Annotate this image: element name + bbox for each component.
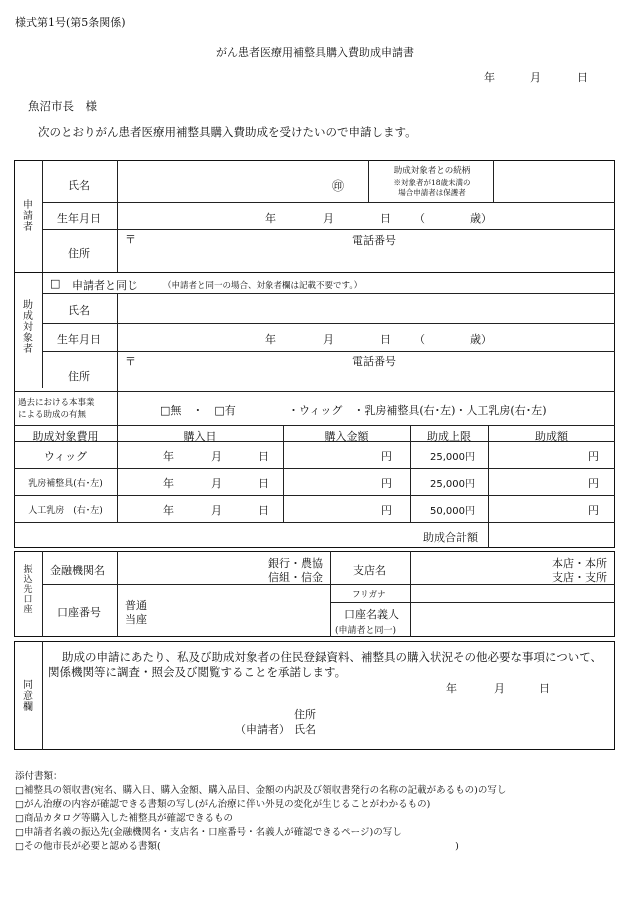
same-as-applicant-checkbox[interactable]: □ — [50, 277, 61, 290]
cost-header-date: 購入日 — [183, 430, 217, 443]
cost-row-limit: 50,000円 — [430, 506, 475, 517]
account-number-label: 口座番号 — [57, 606, 101, 619]
bank-types-2: 信組・信金 — [268, 571, 323, 584]
consent-text-2: 関係機関等に調査・照会及び閲覧することを承諾します。 — [48, 665, 347, 679]
bank-section-label: 振込先口座 — [23, 565, 33, 615]
subject-age-open: （ — [414, 333, 425, 346]
cost-row-item: 人工乳房 (右･左) — [28, 506, 103, 516]
same-as-applicant-note: （申請者と同一の場合、対象者欄は記載不要です。） — [163, 281, 363, 291]
cost-row-amount: 円 — [588, 504, 599, 517]
subject-postal-mark: 〒 — [125, 355, 136, 368]
cost-row-month: 月 — [211, 477, 222, 490]
attachment-item[interactable]: □がん治療の内容が確認できる書類の写し(がん治療に伴い外見の変化が生じることがわかるもの) — [15, 799, 431, 810]
intro-text: 次のとおりがん患者医療用補整具購入費助成を受けたいので申請します。 — [38, 125, 417, 139]
branch-types-2: 支店・支所 — [552, 571, 607, 584]
cost-row-item: 乳房補整具(右･左) — [28, 479, 103, 489]
cost-row-month: 月 — [211, 504, 222, 517]
subject-address-label: 住所 — [68, 370, 90, 383]
cost-row-year: 年 — [163, 477, 174, 490]
consent-date-day: 日 — [539, 682, 550, 695]
subject-birth-month: 月 — [323, 333, 334, 346]
subject-phone-label: 電話番号 — [352, 355, 396, 368]
cost-row-month: 月 — [211, 450, 222, 463]
applicant-birth-month: 月 — [323, 212, 334, 225]
applicant-age-open: （ — [414, 212, 425, 225]
furigana-field[interactable] — [411, 585, 614, 601]
cost-row-yen: 円 — [381, 504, 392, 517]
history-items[interactable]: ・ウィッグ ・乳房補整具(右･左)・人工乳房(右･左) — [288, 404, 547, 417]
holder-label: 口座名義人 — [344, 608, 399, 621]
subject-birth-year: 年 — [265, 333, 276, 346]
consent-address-label: 住所 — [294, 708, 316, 721]
applicant-birth-label: 生年月日 — [57, 212, 101, 225]
subject-name-field[interactable] — [118, 294, 614, 322]
cost-row-year: 年 — [163, 504, 174, 517]
account-type-2[interactable]: 当座 — [125, 613, 147, 626]
branch-field[interactable] — [411, 552, 546, 583]
cost-row-yen: 円 — [381, 477, 392, 490]
same-as-applicant-label: 申請者と同じ — [72, 279, 138, 292]
furigana-label: フリガナ — [352, 590, 386, 600]
cost-row-amount: 円 — [588, 450, 599, 463]
attachment-item[interactable]: □申請者名義の振込先(金融機関名・支店名・口座番号・名義人が確認できるページ)の写し — [15, 827, 402, 838]
applicant-birth-year: 年 — [265, 212, 276, 225]
bank-types-1: 銀行・農協 — [268, 557, 323, 570]
attachment-item[interactable]: □その他市長が必要と認める書類( ) — [15, 841, 459, 852]
branch-types-1: 本店・本所 — [552, 557, 607, 570]
consent-date-month: 月 — [494, 682, 505, 695]
consent-date-year: 年 — [446, 682, 457, 695]
total-field[interactable] — [489, 523, 614, 547]
history-none-option[interactable]: □無 ・ □有 — [160, 404, 236, 417]
section-divider — [42, 160, 43, 388]
page-title: がん患者医療用補整具購入費助成申請書 — [216, 46, 414, 59]
cost-row-day: 日 — [258, 477, 269, 490]
history-label-1: 過去における本事業 — [18, 398, 95, 408]
form-number: 様式第1号(第5条関係) — [15, 16, 126, 29]
holder-field[interactable] — [411, 603, 614, 636]
applicant-name-label: 氏名 — [68, 179, 90, 192]
total-label: 助成合計額 — [423, 531, 478, 544]
relation-note-2: 場合申請者は保護者 — [398, 188, 466, 197]
holder-note: (申請者と同一) — [335, 626, 397, 636]
applicant-section-label: 申請者 — [23, 200, 33, 233]
cost-row-item: ウィッグ — [43, 450, 88, 463]
date-month: 月 — [530, 71, 541, 84]
cost-row-amount: 円 — [588, 477, 599, 490]
history-label-2: による助成の有無 — [18, 410, 87, 420]
attachments-heading: 添付書類： — [15, 771, 63, 782]
applicant-name-field[interactable] — [118, 161, 328, 201]
consent-text-1: 助成の申請にあたり、私及び助成対象者の住民登録資料、補整具の購入状況その他必要な事項について、 — [62, 650, 603, 664]
cost-row-day: 日 — [258, 450, 269, 463]
applicant-birth-day: 日 — [380, 212, 391, 225]
addressee: 魚沼市長 様 — [28, 99, 97, 113]
subject-birth-day: 日 — [380, 333, 391, 346]
institution-label: 金融機関名 — [50, 564, 105, 577]
cost-row-day: 日 — [258, 504, 269, 517]
applicant-age-close: 歳） — [470, 212, 492, 225]
cost-row-limit: 25,000円 — [430, 479, 475, 490]
consent-applicant-label: （申請者） — [235, 723, 290, 736]
relation-note-1: ※対象者が18歳未満の — [393, 178, 471, 187]
cost-header-amount: 助成額 — [535, 430, 568, 443]
subject-name-label: 氏名 — [68, 304, 90, 317]
cost-row-yen: 円 — [381, 450, 392, 463]
branch-label: 支店名 — [353, 564, 386, 577]
consent-name-label: 氏名 — [294, 723, 316, 736]
applicant-postal-mark: 〒 — [125, 233, 136, 246]
attachment-item[interactable]: □補整具の領収書(宛名、購入日、購入金額、購入品目、金額の内訳及び領収書発行の名称の記載があるもの)の写し — [15, 785, 507, 796]
consent-section-label: 同意欄 — [23, 680, 33, 713]
subject-age-close: 歳） — [470, 333, 492, 346]
seal-icon: ㊞ — [332, 179, 345, 193]
date-year: 年 — [484, 71, 495, 84]
subject-section-label: 助成対象者 — [23, 300, 33, 355]
cost-row-limit: 25,000円 — [430, 452, 475, 463]
attachment-item[interactable]: □商品カタログ等購入した補整具が確認できるもの — [15, 813, 233, 824]
date-day: 日 — [577, 71, 588, 84]
cost-header-item: 助成対象費用 — [32, 430, 99, 443]
applicant-address-label: 住所 — [68, 247, 90, 260]
applicant-phone-label: 電話番号 — [352, 234, 396, 247]
account-type-1[interactable]: 普通 — [125, 599, 147, 612]
cost-header-price: 購入金額 — [324, 430, 369, 443]
main-form-frame — [14, 160, 615, 548]
relation-field[interactable] — [494, 161, 614, 201]
cost-row-year: 年 — [163, 450, 174, 463]
relation-label: 助成対象者との続柄 — [393, 166, 471, 176]
subject-birth-label: 生年月日 — [57, 333, 101, 346]
institution-field[interactable] — [118, 552, 263, 583]
cost-header-limit: 助成上限 — [427, 430, 471, 443]
